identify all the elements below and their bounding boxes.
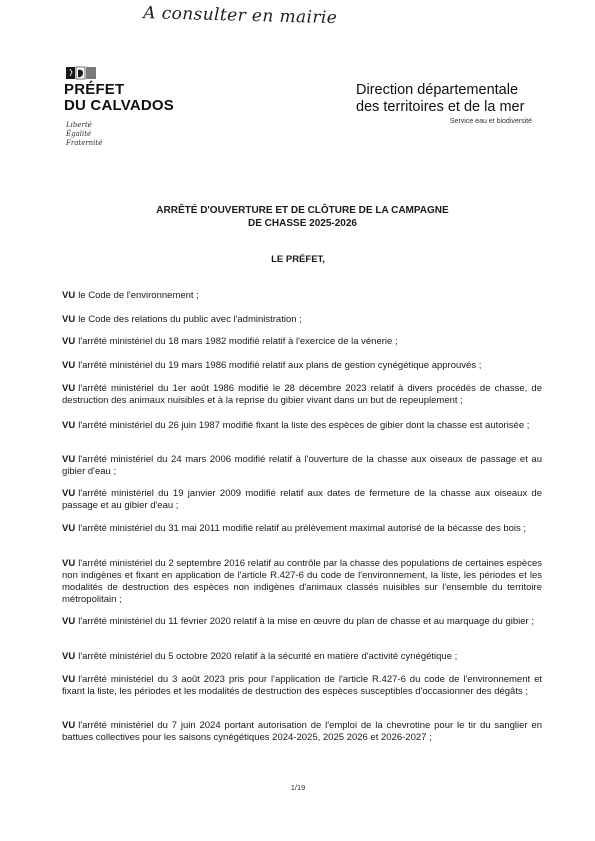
visa-text: l'arrêté ministériel du 2 septembre 2016 relatif au contrôle par la chasse des populations de certaines espèces non indigènes et fixant en application de l'article R.427-6 du code de l'environnement, la liste, les périodes et les modalités de destruction des espèces non indigènes d'animaux classés nuisibles sur l'ensemble du territoire métropolitain ; — [62, 558, 542, 605]
vu-keyword: VU — [62, 488, 76, 499]
vu-keyword: VU — [62, 616, 76, 627]
visa-item — [62, 290, 542, 302]
vu-keyword: VU — [62, 558, 76, 569]
visa-item — [62, 454, 542, 478]
service-name: Service eau et biodiversité — [449, 118, 532, 125]
visa-text: l'arrêté ministériel du 7 juin 2024 portant autorisation de l'emploi de la chevrotine pour le tir du sanglier en battues collectives pour les saisons cynégétiques 2024-2025, 2025 2026 et 2026-2027 ; — [62, 720, 542, 743]
title-line1: ARRÊTÉ D'OUVERTURE ET DE CLÔTURE DE LA CAMPAGNE — [156, 205, 449, 216]
visa-text: l'arrêté ministériel du 3 août 2023 pris pour l'application de l'article R.427-6 du code de l'environnement et fixant la liste, les périodes et les modalités de destruction des espèces susceptibles d'occasionner des dégâts ; — [62, 674, 542, 697]
vu-keyword: VU — [62, 454, 76, 465]
visa-item — [62, 674, 542, 698]
direction-line1: Direction départementale — [356, 82, 519, 98]
document-title — [130, 204, 475, 230]
visa-text: l'arrêté ministériel du 31 mai 2011 modifié relatif au prélèvement maximal autorisé de la bécasse des bois ; — [78, 523, 527, 534]
visa-text: l'arrêté ministériel du 11 février 2020 relatif à la mise en œuvre du plan de chasse et au marquage du gibier ; — [78, 616, 534, 627]
visa-item — [62, 651, 542, 663]
vu-keyword: VU — [62, 314, 76, 325]
visa-item — [62, 420, 542, 432]
visa-text: le Code des relations du public avec l'administration ; — [78, 314, 302, 325]
visa-item — [62, 488, 542, 512]
visa-item — [62, 383, 542, 407]
prefet-logo-block — [64, 66, 194, 156]
visa-text: l'arrêté ministériel du 19 mars 1986 modifié relatif aux plans de gestion cynégétique approuvés ; — [78, 360, 482, 371]
visa-item — [62, 558, 542, 606]
visa-item — [62, 523, 542, 535]
visa-item — [62, 360, 542, 372]
vu-keyword: VU — [62, 523, 76, 534]
vu-keyword: VU — [62, 336, 76, 347]
visa-item — [62, 314, 542, 326]
visa-text: l'arrêté ministériel du 19 janvier 2009 modifié relatif aux dates de fermeture de la chasse aux oiseaux de passage et au gibier d'eau ; — [62, 488, 542, 511]
devise-egalite: Égalité — [66, 130, 92, 138]
vu-keyword: VU — [62, 360, 76, 371]
le-prefet-heading: LE PRÉFET, — [271, 254, 325, 265]
vu-keyword: VU — [62, 383, 76, 394]
visa-text: l'arrêté ministériel du 26 juin 1987 modifié fixant la liste des espèces de gibier dont la chasse est autorisée ; — [78, 420, 530, 431]
prefet-line2: DU CALVADOS — [64, 97, 174, 114]
vu-keyword: VU — [62, 290, 76, 301]
vu-keyword: VU — [62, 720, 76, 731]
title-line2: DE CHASSE 2025-2026 — [248, 218, 357, 229]
marianne-logo-icon — [66, 66, 98, 80]
vu-keyword: VU — [62, 651, 76, 662]
visa-text: l'arrêté ministériel du 18 mars 1982 modifié relatif à l'exercice de la vénerie ; — [78, 336, 398, 347]
visa-text: l'arrêté ministériel du 5 octobre 2020 relatif à la sécurité en matière d'activité cynégétique ; — [78, 651, 458, 662]
direction-line2: des territoires et de la mer — [356, 99, 525, 115]
visa-text: l'arrêté ministériel du 1er août 1986 modifié le 28 décembre 2023 relatif à divers procédés de chasse, de destruction des animaux nuisibles et à la reprise du gibier vivant dans un but de repeuplement ; — [62, 383, 542, 406]
devise-fraternite: Fraternité — [66, 139, 103, 147]
prefet-line1: PRÉFET — [64, 81, 125, 98]
visa-item — [62, 336, 542, 348]
vu-keyword: VU — [62, 674, 76, 685]
prefet-title — [64, 82, 194, 114]
visa-text: le Code de l'environnement ; — [78, 290, 199, 301]
page-number: 1/19 — [290, 783, 306, 792]
devise — [66, 121, 126, 148]
visa-item — [62, 720, 542, 744]
handwritten-note: A consulter en mairie — [142, 3, 338, 29]
direction-block — [356, 82, 556, 126]
visa-text: l'arrêté ministériel du 24 mars 2006 modifié relatif à l'ouverture de la chasse aux oiseaux de passage et au gibier d'eau ; — [62, 454, 542, 477]
visa-item — [62, 616, 542, 628]
devise-liberte: Liberté — [66, 121, 92, 129]
vu-keyword: VU — [62, 420, 76, 431]
